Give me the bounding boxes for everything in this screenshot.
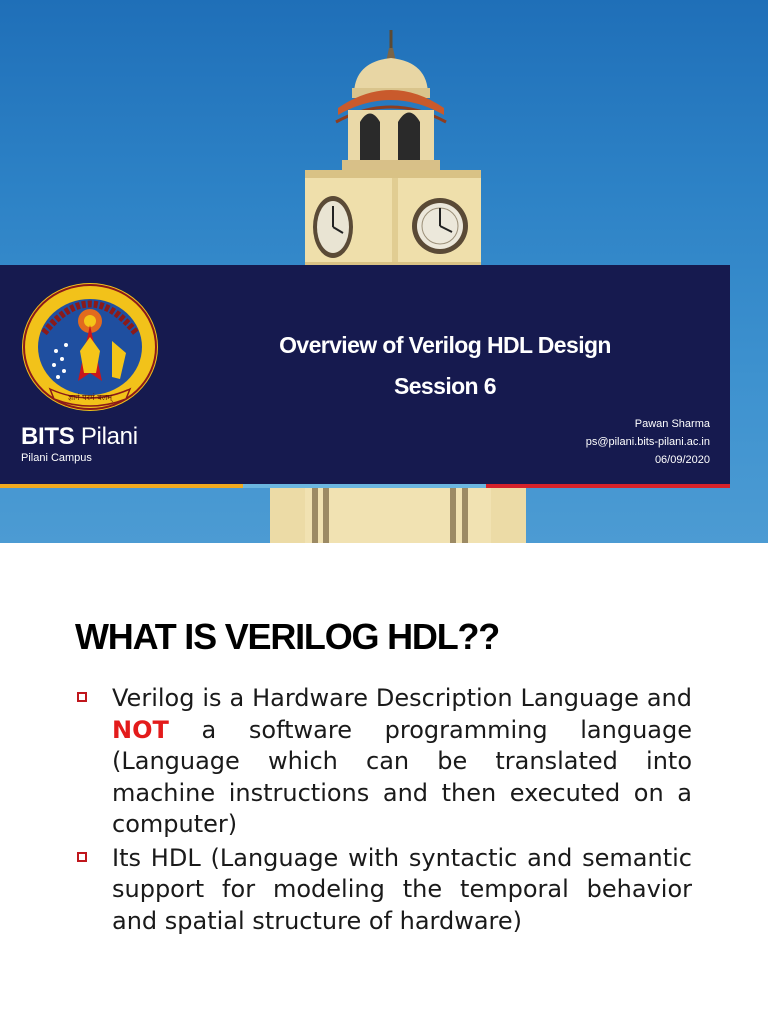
bullet-list [75, 683, 692, 939]
bullet-text-post: a software programming language (Language which can be translated into machine instructions and then executed on a computer) [112, 715, 692, 838]
stripe-blue [243, 484, 486, 488]
presentation-date: 06/09/2020 [654, 454, 710, 466]
square-bullet-icon [77, 692, 87, 702]
bullet-text [112, 843, 692, 938]
logo-motto: ज्ञानं परमं बलम् [67, 393, 113, 402]
stripe-red [486, 484, 730, 488]
slide-title: Overview of Verilog HDL Design [279, 332, 611, 358]
brand-name [21, 423, 138, 451]
bullet-item [75, 683, 692, 841]
presenter-email: ps@pilani.bits-pilani.ac.in [585, 436, 710, 448]
bullet-text-pre: Its HDL (Language with syntactic and semantic support for modeling the temporal behavior and spatial structure of hardware) [112, 843, 692, 935]
session-label: Session 6 [394, 373, 496, 399]
bullet-emphasis: NOT [112, 715, 169, 744]
presenter-name: Pawan Sharma [634, 418, 710, 430]
bullet-item [75, 843, 692, 938]
bullet-text [112, 683, 692, 841]
stripe-gold [0, 484, 243, 488]
content-slide [0, 543, 768, 1024]
bits-emblem-logo [20, 281, 160, 413]
content-heading: WHAT IS VERILOG HDL?? [75, 616, 500, 657]
square-bullet-icon [77, 852, 87, 862]
brand-name-rest: Pilani [74, 423, 138, 450]
bullet-text-pre: Verilog is a Hardware Description Language and [112, 684, 692, 712]
brand-name-bold: BITS [21, 423, 75, 450]
accent-stripes [0, 484, 730, 488]
campus-name: Pilani Campus [21, 452, 92, 464]
